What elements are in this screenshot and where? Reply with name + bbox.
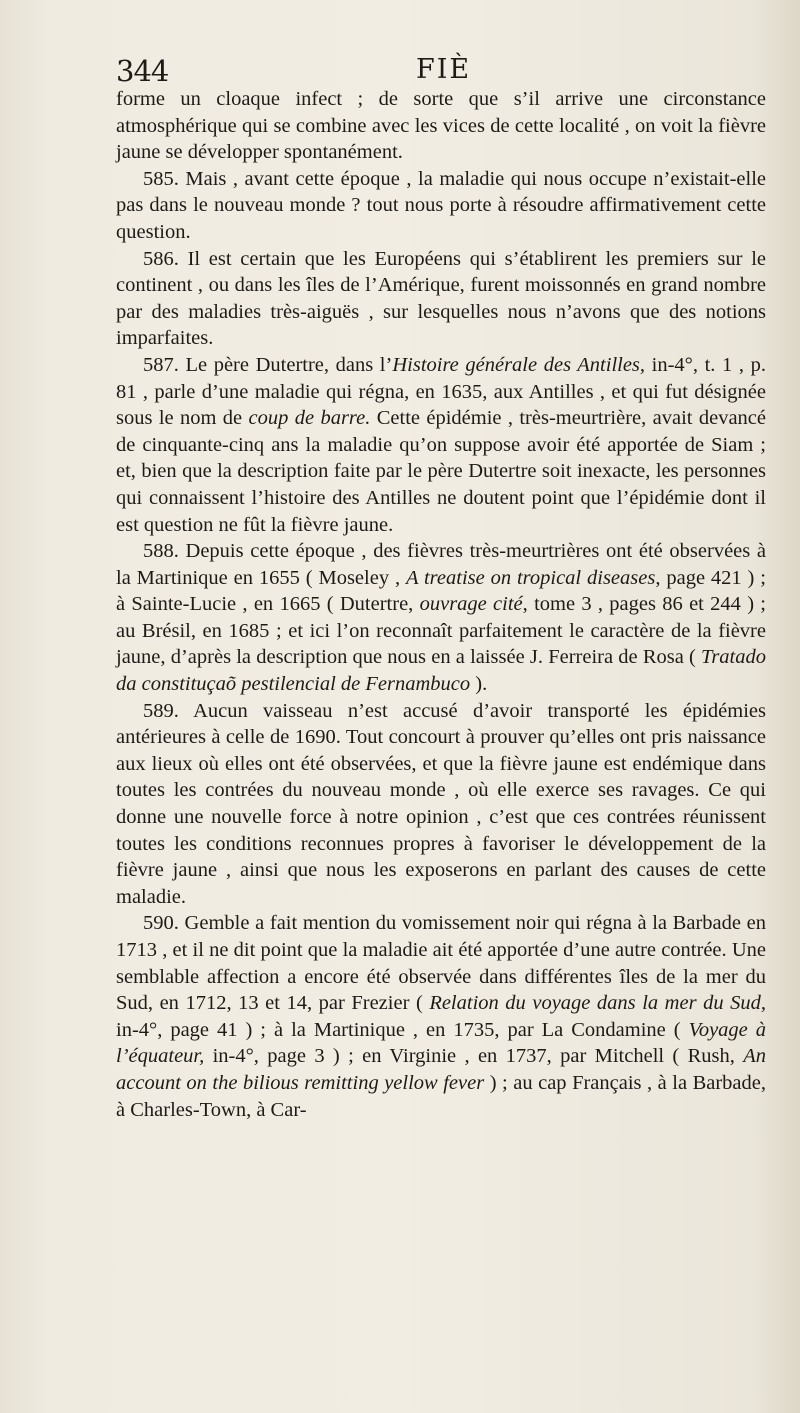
- term-italic: coup de barre.: [248, 407, 371, 430]
- paragraph-text: in-4°, t. 1 , p. 81 , parle d’une maladie qui régna, en 1635, aux Antilles , et qui fut désignée sous le nom de: [116, 353, 767, 430]
- book-title-italic: Voyage à l’équateur,: [116, 1018, 766, 1068]
- paragraph-text: ) ; au cap Français , à la Barbade, à Charles-Town, à Car-: [116, 1071, 766, 1121]
- book-title-italic: Relation du voyage dans la mer du Sud,: [429, 992, 767, 1015]
- citation-italic: ouvrage cité: [419, 593, 523, 616]
- book-title-italic: Tratado da constituçaõ pestilencial de Fernambuco: [116, 646, 766, 696]
- book-title-italic: A treatise on tropical diseases: [405, 566, 656, 589]
- page-number: 344: [116, 54, 169, 88]
- paragraph-number: 589.: [143, 699, 179, 722]
- paragraph-number: 586.: [143, 247, 179, 270]
- paragraph-text: Aucun vaisseau n’est accusé d’avoir transporté les épidémies antérieures à celle de 1690. Tout concourt à prouver qu’elles ont pris naissance aux lieux où elles ont été observées, et que la fièvre jaune est endémique dans toutes les contrées du nouveau monde , où elle exerce ses ravages. Ce qui donne une nouvelle force à notre opinion , c’est que ces contrées réunissent toutes les conditions reconnues propres à favoriser le développement de la fièvre jaune , ainsi que nous les exposerons en parlant des causes de cette maladie.: [116, 699, 766, 908]
- paragraph-text: , tome 3 , pages 86 et 244 ) ; au Brésil, en 1685 ; et ici l’on reconnaît parfaitement le caractère de la fièvre jaune, d’après la description que nous en a laissée J. Ferreira de Rosa (: [116, 593, 767, 669]
- paragraph-text: forme un cloaque infect ; de sorte que s’il arrive une circonstance atmosphérique qui se combine avec les vices de cette localité , on voit la fièvre jaune se développer spontanément.: [116, 88, 766, 164]
- paragraph-text: Il est certain que les Européens qui s’établirent les premiers sur le continent , ou dans les îles de l’Amérique, furent moissonnés en grand nombre par des maladies très-aiguës , sur lesquelles nous n’avons que des notions imparfaites.: [116, 247, 766, 350]
- paragraph-text: Depuis cette époque , des fièvres très-meurtrières ont été observées à la Martinique en 1655 ( Moseley ,: [116, 540, 766, 589]
- book-title-italic: An account on the bilious remitting yellow fever: [116, 1045, 766, 1094]
- paragraph-588: [116, 538, 766, 698]
- paragraph-text: Mais , avant cette époque , la maladie qui nous occupe n’existait-elle pas dans le nouveau monde ? tout nous porte à résoudre affirmativement cette question.: [116, 167, 766, 243]
- paragraph-text: Le père Dutertre, dans l’: [178, 353, 393, 376]
- paragraph-text: in-4°, page 41 ) ; à la Martinique , en 1735, par La Condamine (: [116, 1018, 689, 1041]
- paragraph-586: [116, 246, 766, 352]
- text-body: [116, 86, 766, 1123]
- paragraph-589: [116, 698, 766, 911]
- paragraph-text: Cette épidémie , très-meurtrière, avait devancé de cinquante-cinq ans la maladie qu’on suppose avoir été apportée de Siam ; et, bien que la description faite par le père Dutertre soit inexacte, les personnes qui connaissent l’histoire des Antilles ne doutent point que l’épidémie dont il est question ne fût la fièvre jaune.: [116, 407, 766, 536]
- paragraph-590: [116, 910, 766, 1123]
- paragraph-number: 585.: [143, 167, 179, 190]
- page-header: [116, 48, 766, 88]
- paragraph-number: 587.: [143, 353, 179, 376]
- paragraph-587: [116, 352, 766, 538]
- paragraph-585: [116, 166, 766, 246]
- paragraph-text: in-4°, page 3 ) ; en Virginie , en 1737, par Mitchell ( Rush,: [204, 1045, 744, 1068]
- paragraph-text: Gemble a fait mention du vomissement noir qui régna à la Barbade en 1713 , et il ne dit point que la maladie ait été apportée d’une autre contrée. Une semblable affection a encore été observée dans différentes îles de la mer du Sud, en 1712, 13 et 14, par Frezier (: [116, 912, 766, 1015]
- paragraph-number: 590.: [143, 912, 179, 935]
- paragraph-number: 588.: [143, 540, 179, 563]
- paragraph-text: ).: [470, 673, 488, 696]
- paragraph-text: , page 421 ) ; à Sainte-Lucie , en 1665 ( Dutertre,: [116, 566, 766, 616]
- book-title-italic: Histoire générale des Antilles,: [392, 353, 646, 376]
- paragraph-continued: [116, 86, 766, 166]
- running-head: FIÈ: [416, 54, 472, 85]
